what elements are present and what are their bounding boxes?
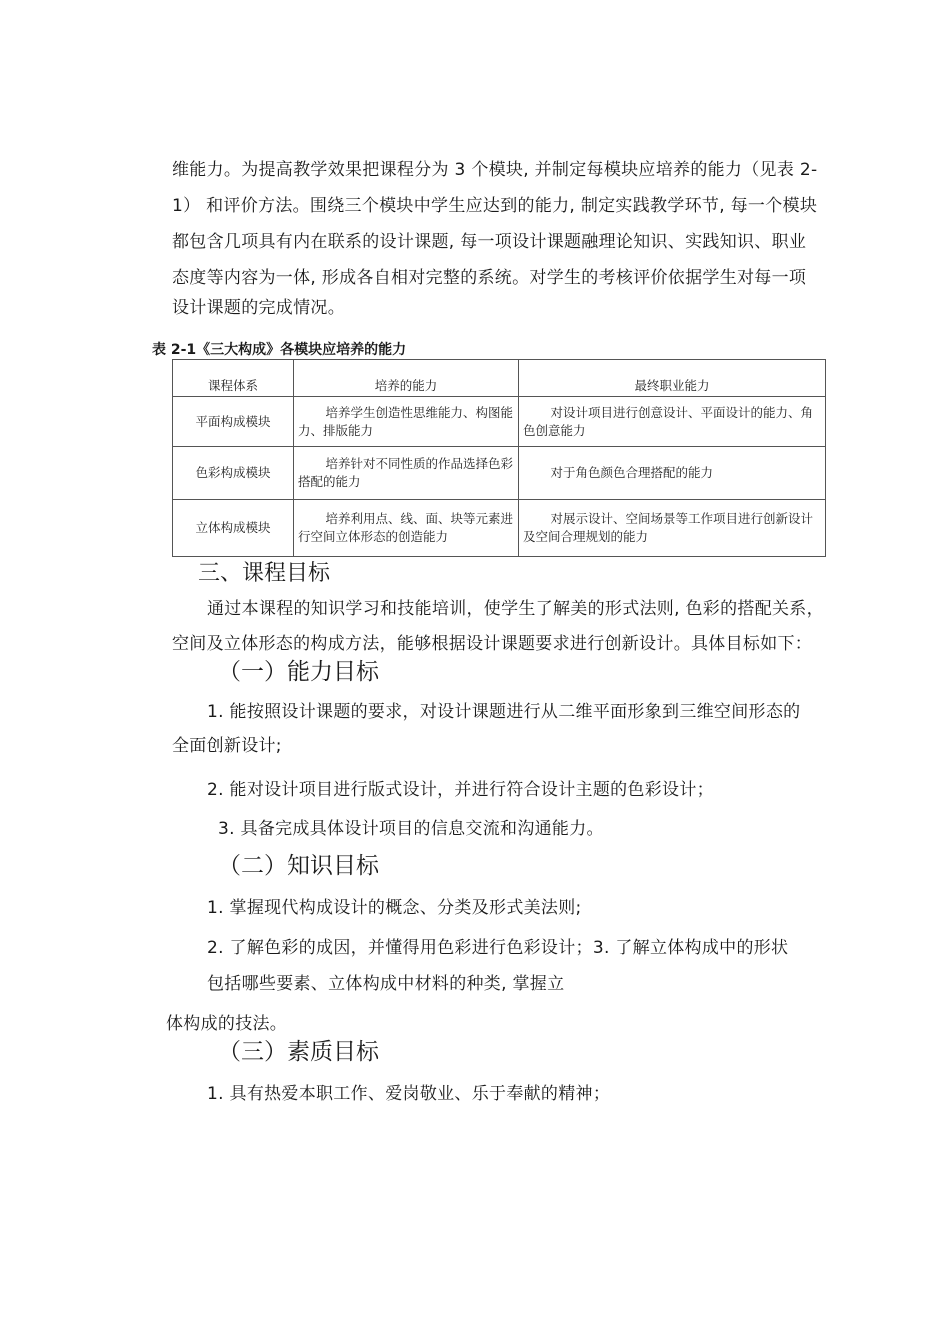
module-cell: 色彩构成模块 xyxy=(173,447,294,500)
intro-line-5: 设计课题的完成情况。 xyxy=(172,298,345,318)
table-header-row xyxy=(173,360,826,397)
quality-item-1: 1. 具有热爱本职工作、爱岗敬业、乐于奉献的精神； xyxy=(207,1084,611,1104)
intro-line-4: 态度等内容为一体, 形成各自相对完整的系统。对学生的考核评价依据学生对每一项 xyxy=(172,268,807,288)
ability-cell: 培养利用点、线、面、块等元素进行空间立体形态的创造能力 xyxy=(294,500,519,557)
goals-intro-line-1: 通过本课程的知识学习和技能培训，使学生了解美的形式法则, 色彩的搭配关系， xyxy=(207,599,824,619)
intro-line-1: 维能力。为提高教学效果把课程分为 3 个模块, 并制定每模块应培养的能力（见表 2- xyxy=(172,160,818,180)
knowledge-item-2-line-2: 包括哪些要素、立体构成中材料的种类, 掌握立 xyxy=(207,974,565,994)
career-cell: 对展示设计、空间场景等工作项目进行创新设计及空间合理规划的能力 xyxy=(519,500,826,557)
ability-cell: 培养学生创造性思维能力、构图能力、排版能力 xyxy=(294,397,519,447)
career-cell: 对设计项目进行创意设计、平面设计的能力、角色创意能力 xyxy=(519,397,826,447)
table-row xyxy=(173,500,826,557)
ability-cell: 培养针对不同性质的作品选择色彩搭配的能力 xyxy=(294,447,519,500)
knowledge-item-2-line-3: 体构成的技法。 xyxy=(166,1014,288,1034)
knowledge-item-1: 1. 掌握现代构成设计的概念、分类及形式美法则; xyxy=(207,898,582,918)
ability-heading: （一）能力目标 xyxy=(218,659,379,685)
career-cell: 对于角色颜色合理搭配的能力 xyxy=(519,447,826,500)
ability-item-1-line-2: 全面创新设计; xyxy=(172,736,282,756)
ability-table xyxy=(172,359,826,557)
ability-item-1-line-1: 1. 能按照设计课题的要求，对设计课题进行从二维平面形象到三维空间形态的 xyxy=(207,702,801,722)
module-cell: 立体构成模块 xyxy=(173,500,294,557)
goals-intro-line-2: 空间及立体形态的构成方法，能够根据设计课题要求进行创新设计。具体目标如下： xyxy=(172,634,813,654)
ability-item-3: 3. 具备完成具体设计项目的信息交流和沟通能力。 xyxy=(218,819,604,839)
intro-line-3: 都包含几项具有内在联系的设计课题, 每一项设计课题融理论知识、实践知识、职业 xyxy=(172,232,807,252)
table-header-cell: 课程体系 xyxy=(173,360,294,397)
intro-line-2: 1） 和评价方法。围绕三个模块中学生应达到的能力, 制定实践教学环节, 每一个模块 xyxy=(172,196,818,216)
knowledge-item-2-line-1: 2. 了解色彩的成因，并懂得用色彩进行色彩设计；3. 了解立体构成中的形状 xyxy=(207,938,789,958)
table-caption: 表 2-1《三大构成》各模块应培养的能力 xyxy=(152,342,407,358)
knowledge-heading: （二）知识目标 xyxy=(218,853,379,879)
table-row xyxy=(173,447,826,500)
ability-item-2: 2. 能对设计项目进行版式设计，并进行符合设计主题的色彩设计； xyxy=(207,780,714,800)
table-row xyxy=(173,397,826,447)
quality-heading: （三）素质目标 xyxy=(218,1039,379,1065)
table-header-cell: 最终职业能力 xyxy=(519,360,826,397)
module-cell: 平面构成模块 xyxy=(173,397,294,447)
table-header-cell: 培养的能力 xyxy=(294,360,519,397)
section-heading-goals: 三、课程目标 xyxy=(198,561,331,586)
